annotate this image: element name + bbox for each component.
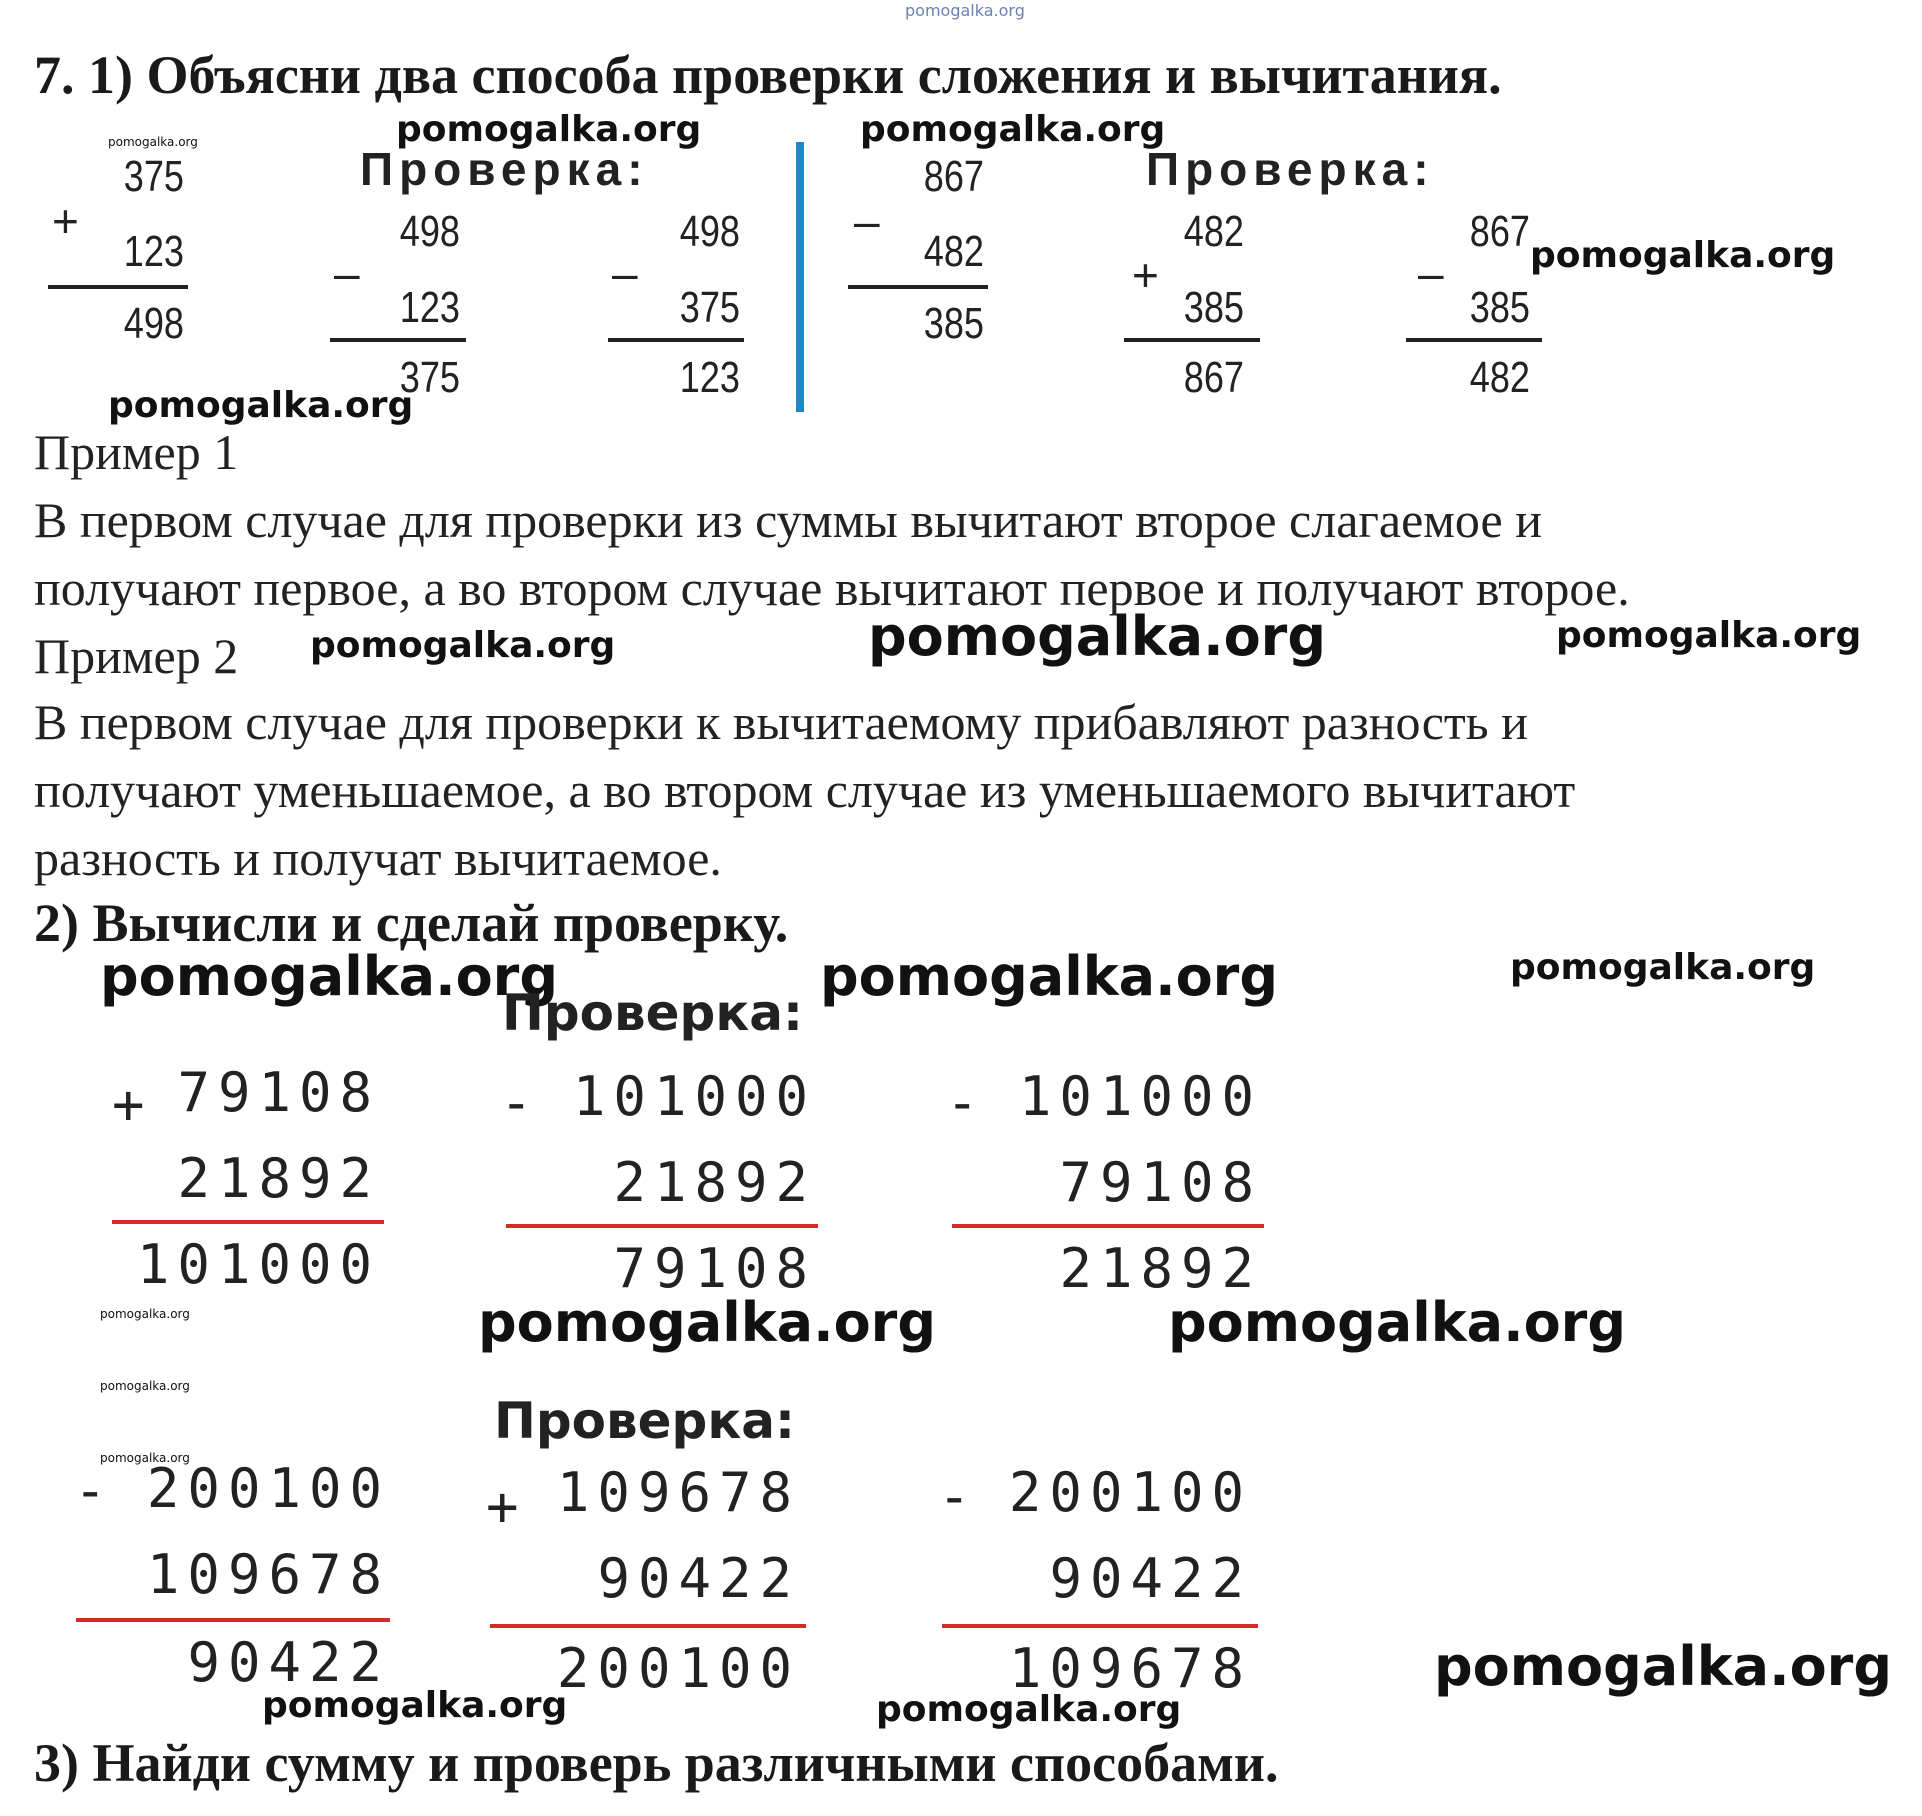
check3-result: 867: [1183, 353, 1244, 402]
r1c2-result: 79108: [613, 1237, 816, 1300]
check2-result: 123: [679, 353, 740, 402]
r1c2-first: 101000: [572, 1065, 816, 1128]
r1c2-sign: -: [500, 1071, 533, 1134]
r1c1-sign: +: [112, 1073, 145, 1136]
addition-second: 123: [123, 227, 184, 276]
r2c3-sign: -: [938, 1465, 971, 1528]
watermark: pomogalka.org: [108, 385, 414, 426]
divider-bar: [796, 142, 804, 412]
watermark: pomogalka.org: [876, 1689, 1182, 1730]
r2c3-second: 90422: [1049, 1547, 1252, 1610]
check2-line: [608, 338, 744, 342]
example2-title: Пример 2: [34, 628, 239, 684]
watermark: pomogalka.org: [1434, 1635, 1892, 1698]
r2c2-first: 109678: [556, 1461, 800, 1524]
task1-figure: [34, 110, 1594, 415]
check3-second: 385: [1183, 283, 1244, 332]
r2c2-second: 90422: [597, 1547, 800, 1610]
check2-second: 375: [679, 283, 740, 332]
r2c1-sign: -: [74, 1459, 107, 1522]
subtraction-result: 385: [923, 299, 984, 348]
addition-sign: +: [52, 195, 79, 247]
watermark-top: pomogalka.org: [905, 1, 1025, 20]
watermark: pomogalka.org: [1168, 1291, 1626, 1354]
check4-line: [1406, 338, 1542, 342]
check1-result: 375: [399, 353, 460, 402]
watermark: pomogalka.org: [100, 945, 558, 1008]
r2c2-result: 200100: [556, 1637, 800, 1700]
r1c3-sign: -: [946, 1071, 979, 1134]
addition-first: 375: [123, 152, 184, 201]
check4-second: 385: [1469, 283, 1530, 332]
r2c3-line: [942, 1624, 1258, 1628]
example2-line1: В первом случае для проверки к вычитаемому прибавляют разность и: [34, 694, 1528, 750]
check2-sign: –: [612, 247, 638, 299]
r2c1-second: 109678: [146, 1543, 390, 1606]
example1-line2: получают первое, а во втором случае вычитают первое и получают второе.: [34, 560, 1630, 616]
task2-heading: 2) Вычисли и сделай проверку.: [34, 893, 789, 953]
subtraction-second: 482: [923, 227, 984, 276]
task2-check-label-top: Проверка:: [502, 984, 804, 1042]
r1c3-line: [952, 1224, 1264, 1228]
example2-line3: разность и получат вычитаемое.: [34, 830, 722, 886]
subtraction-line: [848, 285, 988, 289]
r2c3-result: 109678: [1008, 1637, 1252, 1700]
check3-line: [1124, 338, 1260, 342]
watermark: pomogalka.org: [396, 109, 702, 150]
example1-title: Пример 1: [34, 424, 239, 480]
watermark: pomogalka.org: [478, 1291, 936, 1354]
r1c1-result: 101000: [136, 1233, 380, 1296]
r1c2-second: 21892: [613, 1151, 816, 1214]
check4-sign: –: [1418, 247, 1444, 299]
subtraction-first: 867: [923, 152, 984, 201]
watermark: pomogalka.org: [868, 605, 1326, 668]
r1c3-first: 101000: [1018, 1065, 1262, 1128]
task1-check-label-left: Проверка:: [360, 143, 649, 195]
watermark: pomogalka.org: [310, 625, 616, 666]
watermark: pomogalka.org: [1530, 235, 1836, 276]
watermark: pomogalka.org: [820, 945, 1278, 1008]
watermark-small: pomogalka.org: [100, 1379, 190, 1393]
task2-check-label-bottom: Проверка:: [494, 1392, 796, 1450]
check3-first: 482: [1183, 207, 1244, 256]
r1c1-line: [112, 1220, 384, 1224]
r2c1-result: 90422: [187, 1631, 390, 1694]
check1-line: [330, 338, 466, 342]
example2-line2: получают уменьшаемое, а во втором случае из уменьшаемого вычитают: [34, 762, 1576, 818]
watermark: pomogalka.org: [262, 1685, 568, 1726]
check2-first: 498: [679, 207, 740, 256]
watermark: pomogalka.org: [860, 109, 1166, 150]
check4-first: 867: [1469, 207, 1530, 256]
watermark-small: pomogalka.org: [108, 135, 198, 149]
task3-heading: 3) Найди сумму и проверь различными способами.: [34, 1733, 1279, 1793]
r2c2-sign: +: [486, 1475, 519, 1538]
watermark-small: pomogalka.org: [100, 1451, 190, 1465]
addition-result: 498: [123, 299, 184, 348]
example1-line1: В первом случае для проверки из суммы вычитают второе слагаемое и: [34, 492, 1542, 548]
check4-result: 482: [1469, 353, 1530, 402]
task1-check-label-right: Проверка:: [1146, 143, 1435, 195]
watermark-small: pomogalka.org: [100, 1307, 190, 1321]
check1-first: 498: [399, 207, 460, 256]
watermark: pomogalka.org: [1510, 947, 1816, 988]
task1-heading: 7. 1) Объясни два способа проверки сложения и вычитания.: [34, 45, 1502, 105]
r2c3-first: 200100: [1008, 1461, 1252, 1524]
r1c2-line: [506, 1224, 818, 1228]
r2c1-line: [76, 1618, 390, 1622]
watermark: pomogalka.org: [1556, 615, 1862, 656]
subtraction-sign: –: [854, 195, 880, 247]
r2c2-line: [490, 1624, 806, 1628]
r1c3-second: 79108: [1059, 1151, 1262, 1214]
r1c1-second: 21892: [177, 1147, 380, 1210]
check1-second: 123: [399, 283, 460, 332]
r1c3-result: 21892: [1059, 1237, 1262, 1300]
r2c1-first: 200100: [146, 1457, 390, 1520]
check1-sign: –: [334, 247, 360, 299]
check3-sign: +: [1132, 249, 1159, 301]
addition-line: [48, 285, 188, 289]
r1c1-first: 79108: [177, 1061, 380, 1124]
